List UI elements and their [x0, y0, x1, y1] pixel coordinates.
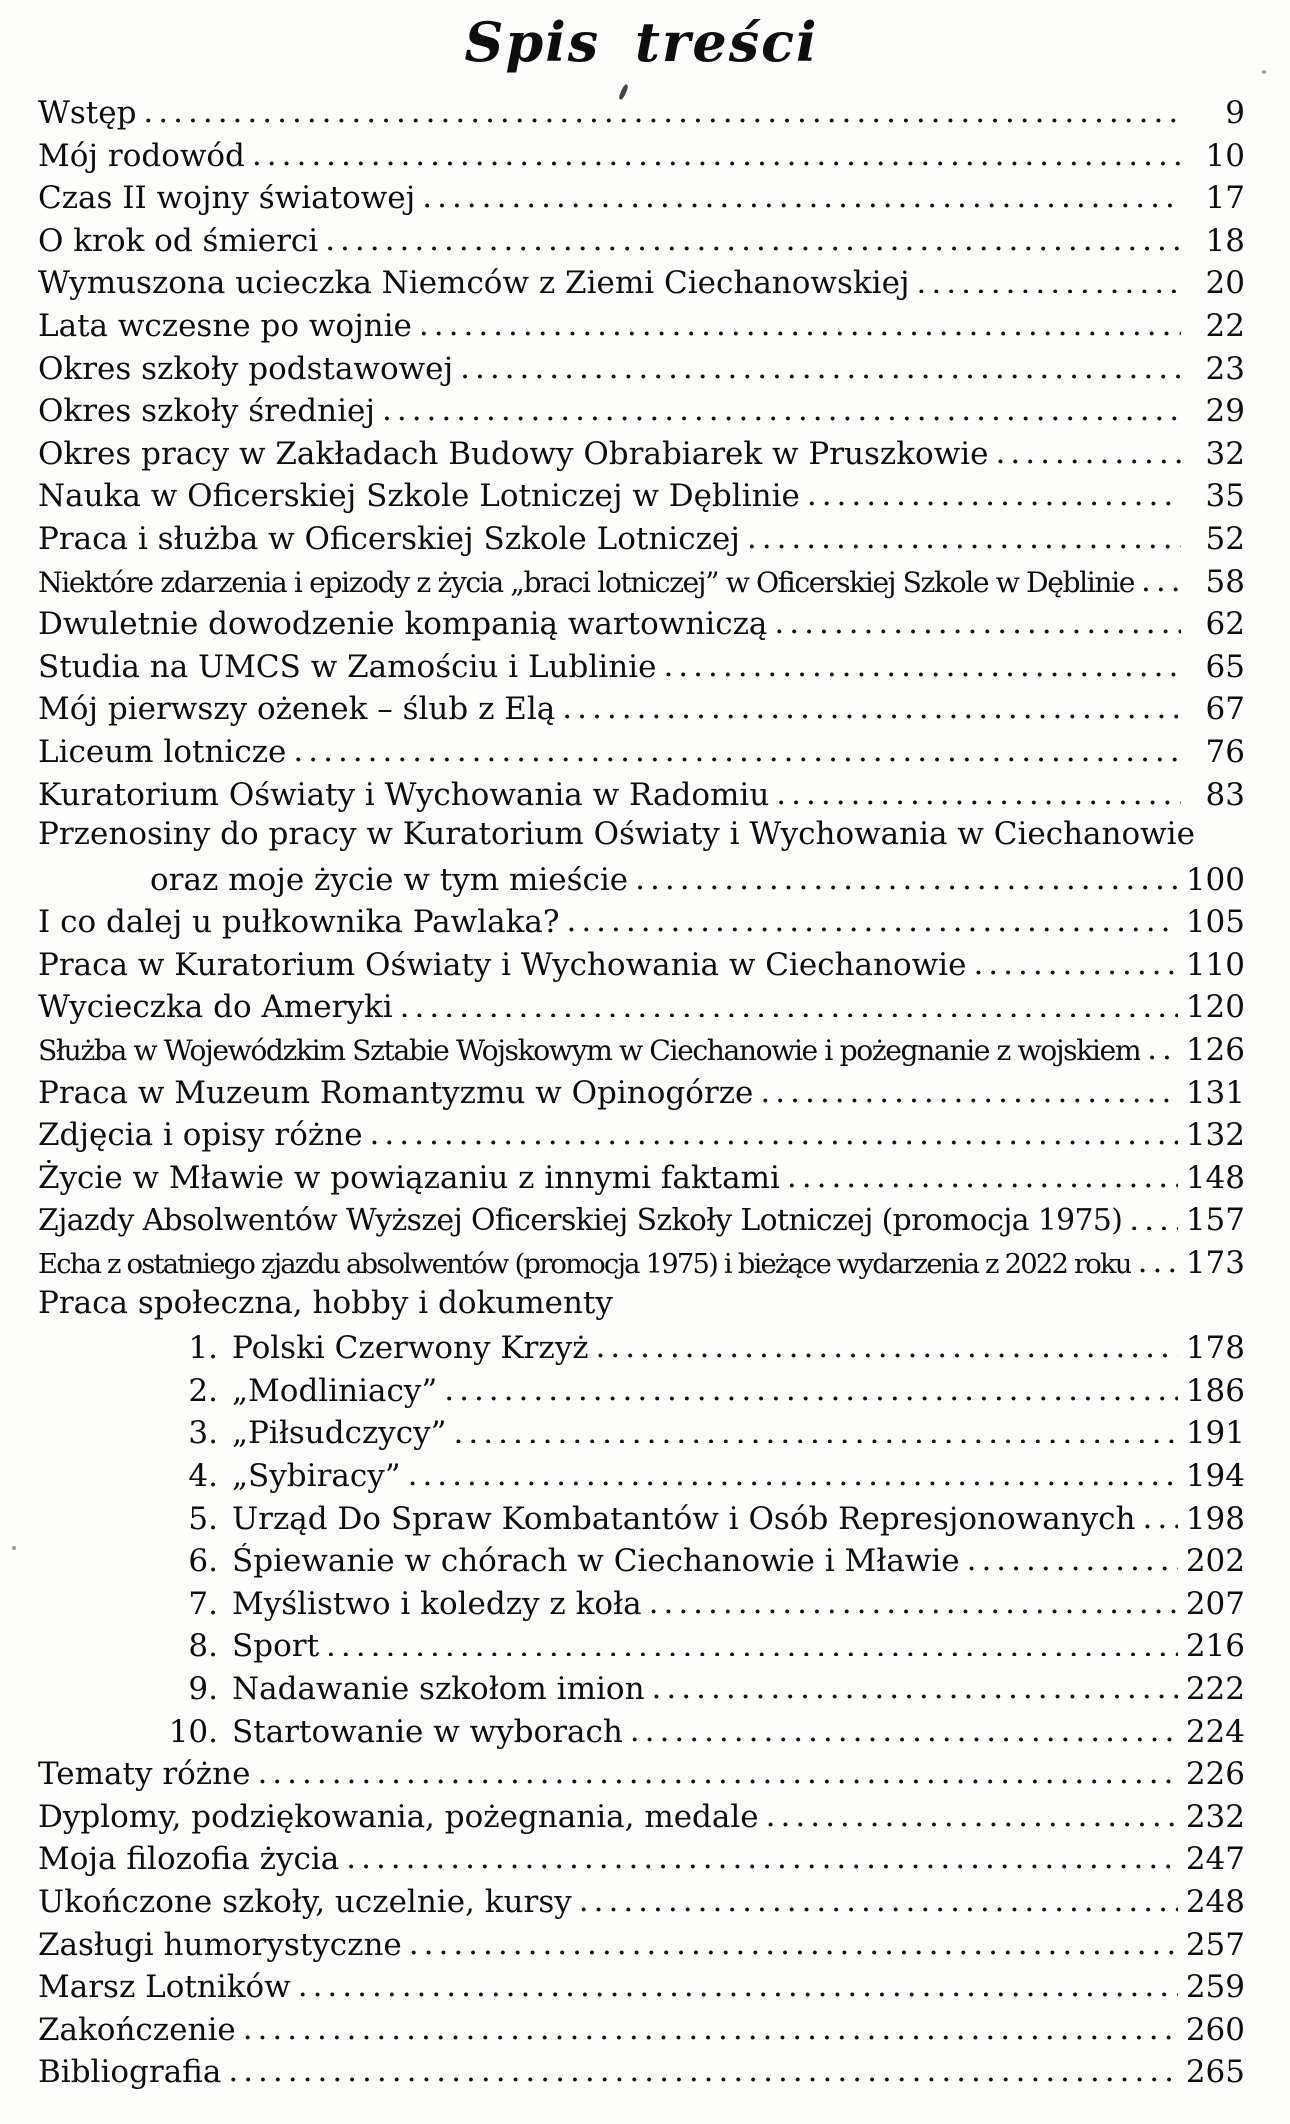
dot-leader: [1138, 1242, 1178, 1273]
toc-entry-label: Dyplomy, podziękowania, pożegnania, medale: [38, 1798, 759, 1835]
toc-entry-label: Zakończenie: [38, 2011, 236, 2048]
dot-leader: [298, 1966, 1178, 1997]
toc-entry-label: Mój pierwszy ożenek – ślub z Elą: [38, 691, 556, 728]
toc-entry-number: 7.: [188, 1585, 218, 1622]
dot-leader: [566, 901, 1177, 932]
dot-leader: [635, 859, 1178, 890]
scan-artifact: [1262, 70, 1266, 74]
dot-leader: [807, 475, 1181, 506]
toc-entry-label: Praca w Kuratorium Oświaty i Wychowania w Ciechanowie: [38, 946, 967, 983]
dot-leader: [382, 390, 1181, 421]
toc-entry-number: 10.: [168, 1713, 218, 1750]
toc-entry: [38, 901, 1245, 944]
toc-entry-label: Praca społeczna, hobby i dokumenty: [38, 1284, 613, 1321]
toc-entry-page: 20: [1205, 265, 1245, 302]
toc-entry-page: 23: [1205, 350, 1245, 387]
toc-entry-number: 3.: [188, 1415, 218, 1452]
toc-entry-page: 259: [1185, 1969, 1245, 2006]
toc-entry-label: Wycieczka do Ameryki: [38, 989, 393, 1026]
dot-leader: [370, 1114, 1178, 1145]
toc-entry: [38, 646, 1245, 689]
toc-entry: [38, 1966, 1245, 2009]
toc-entry-page: 110: [1185, 946, 1245, 983]
toc-entry: [38, 1881, 1245, 1924]
toc-list: [38, 92, 1245, 2094]
toc-entry-label: Służba w Wojewódzkim Sztabie Wojskowym w Ciechanowie i pożegnanie z wojskiem: [38, 1034, 1141, 1068]
dot-leader: [460, 348, 1181, 379]
toc-entry-page: 83: [1205, 776, 1245, 813]
toc-entry-label: Okres pracy w Zakładach Budowy Obrabiarek w Pruszkowie: [38, 435, 989, 472]
toc-entry-number: 4.: [188, 1458, 218, 1494]
toc-entry: [38, 220, 1245, 263]
toc-entry-page: 260: [1185, 2011, 1245, 2048]
dot-leader: [776, 774, 1181, 805]
toc-entry: [38, 1838, 1245, 1881]
toc-entry-page: 186: [1185, 1372, 1245, 1409]
toc-entry: [38, 262, 1245, 305]
dot-leader: [774, 603, 1181, 634]
toc-entry-page: 265: [1185, 2054, 1245, 2091]
scan-artifact: [12, 1546, 16, 1550]
toc-entry-label: Okres szkoły podstawowej: [38, 350, 454, 387]
toc-entry-page: 148: [1185, 1159, 1245, 1196]
toc-entry-label: „Piłsudczycy”: [232, 1415, 447, 1452]
toc-entry-page: 202: [1185, 1543, 1245, 1580]
dot-leader: [257, 1753, 1177, 1784]
toc-entry-label: Okres szkoły średniej: [38, 393, 375, 430]
toc-entry-label: Praca w Muzeum Romantyzmu w Opinogórze: [38, 1074, 754, 1111]
toc-entry: [38, 305, 1245, 348]
dot-leader: [562, 688, 1181, 719]
toc-entry-page: 191: [1185, 1415, 1245, 1452]
dot-leader: [346, 1838, 1178, 1869]
toc-entry: [38, 561, 1245, 604]
toc-entry-page: 10: [1205, 137, 1245, 174]
toc-entry: [38, 1114, 1245, 1157]
toc-entry: [38, 1199, 1245, 1242]
toc-entry: [38, 1029, 1245, 1072]
dot-leader: [1129, 1199, 1178, 1230]
dot-leader: [766, 1796, 1178, 1827]
dot-leader: [630, 1711, 1178, 1742]
toc-entry: [38, 603, 1245, 646]
toc-entry-number: 5.: [188, 1500, 218, 1537]
toc-entry-label: Śpiewanie w chórach w Ciechanowie i Mławie: [232, 1543, 960, 1580]
dot-leader: [408, 1455, 1178, 1486]
toc-entry: [38, 1455, 1245, 1498]
dot-leader: [787, 1157, 1178, 1188]
toc-entry-label: Nauka w Oficerskiej Szkole Lotniczej w Dęblinie: [38, 478, 800, 515]
toc-entry-label: Urząd Do Spraw Kombatantów i Osób Represjonowanych: [232, 1500, 1136, 1537]
toc-entry-page: 248: [1185, 1883, 1245, 1920]
toc-entry: [38, 1157, 1245, 1200]
toc-entry-label: Myślistwo i koledzy z koła: [232, 1585, 642, 1622]
toc-entry-page: 18: [1205, 222, 1245, 259]
toc-entry-number: 6.: [188, 1543, 218, 1580]
dot-leader: [1143, 1498, 1178, 1529]
toc-entry-page: 194: [1185, 1458, 1245, 1494]
toc-entry: [38, 774, 1245, 817]
toc-entry: [38, 433, 1245, 476]
toc-entry-label: Zjazdy Absolwentów Wyższej Oficerskiej Szkoły Lotniczej (promocja 1975): [38, 1203, 1123, 1239]
dot-leader: [967, 1540, 1178, 1571]
toc-entry-page: 257: [1185, 1926, 1245, 1963]
toc-entry: [38, 475, 1245, 518]
toc-entry-page: 216: [1185, 1628, 1245, 1665]
dot-leader: [1147, 1029, 1178, 1060]
toc-entry-label: Liceum lotnicze: [38, 733, 287, 770]
toc-entry-label: oraz moje życie w tym mieście: [150, 861, 629, 898]
toc-entry-page: 35: [1205, 478, 1245, 515]
toc-entry-page: 17: [1205, 180, 1245, 217]
toc-entry: [38, 1753, 1245, 1796]
toc-entry-label: Tematy różne: [38, 1756, 251, 1793]
toc-entry-page: 126: [1185, 1032, 1245, 1069]
toc-entry-label: Zasługi humorystyczne: [38, 1926, 402, 1963]
toc-entry: [38, 944, 1245, 987]
toc-entry-page: 65: [1205, 648, 1245, 685]
dot-leader: [747, 518, 1181, 549]
dot-leader: [996, 433, 1181, 464]
toc-entry-label: „Sybiracy”: [232, 1458, 401, 1494]
toc-entry-page: 178: [1185, 1330, 1245, 1367]
toc-entry: [38, 1924, 1245, 1967]
dot-leader: [400, 986, 1178, 1017]
toc-entry-label: Przenosiny do pracy w Kuratorium Oświaty i Wychowania w Ciechanowie: [38, 816, 1195, 853]
toc-entry: [38, 1711, 1245, 1754]
toc-entry: [38, 1072, 1245, 1115]
toc-entry-label: Wstęp: [38, 95, 137, 131]
toc-entry: [38, 518, 1245, 561]
toc-entry-label: Zdjęcia i opisy różne: [38, 1117, 363, 1154]
toc-entry-page: 76: [1205, 733, 1245, 770]
dot-leader: [760, 1072, 1177, 1103]
toc-entry-label: Bibliografia: [38, 2054, 222, 2091]
toc-entry: [38, 859, 1245, 902]
toc-entry: [38, 1498, 1245, 1541]
toc-entry: [38, 1242, 1245, 1285]
toc-entry-label: Niektóre zdarzenia i epizody z życia „braci lotniczej” w Oficerskiej Szkole w Dęblinie: [38, 565, 1134, 599]
toc-entry: [38, 1370, 1245, 1413]
toc-entry: [38, 390, 1245, 433]
toc-entry-number: 1.: [188, 1330, 218, 1367]
toc-entry-page: 9: [1225, 95, 1245, 131]
toc-entry-page: 207: [1185, 1585, 1245, 1622]
dot-leader: [228, 2051, 1177, 2082]
dot-leader: [143, 92, 1181, 123]
toc-entry-page: 67: [1205, 691, 1245, 728]
toc-entry-number: 8.: [188, 1628, 218, 1665]
dot-leader: [917, 262, 1181, 293]
toc-entry: [38, 688, 1245, 731]
dot-leader: [652, 1668, 1178, 1699]
toc-entry: [38, 1327, 1245, 1370]
toc-entry-label: „Modliniacy”: [232, 1372, 438, 1409]
dot-leader: [325, 220, 1181, 251]
toc-entry-page: 132: [1185, 1117, 1245, 1154]
dot-leader: [1141, 561, 1181, 592]
dot-leader: [293, 731, 1181, 762]
toc-entry-page: 226: [1185, 1756, 1245, 1793]
toc-entry: [38, 177, 1245, 220]
toc-entry-page: 222: [1185, 1670, 1245, 1707]
toc-entry-label: Marsz Lotników: [38, 1969, 291, 2006]
toc-entry-page: 157: [1185, 1202, 1245, 1239]
dot-leader: [454, 1412, 1178, 1443]
toc-entry: [38, 1668, 1245, 1711]
toc-entry-page: 105: [1185, 904, 1245, 941]
toc-entry: [38, 1540, 1245, 1583]
dot-leader: [419, 305, 1181, 336]
toc-entry: [38, 1583, 1245, 1626]
toc-entry: [38, 1285, 1245, 1328]
toc-entry: [38, 2051, 1245, 2094]
toc-entry-page: 29: [1205, 393, 1245, 430]
toc-entry-page: 198: [1185, 1500, 1245, 1537]
dot-leader: [444, 1370, 1178, 1401]
toc-entry-number: 9.: [188, 1670, 218, 1707]
toc-entry: [38, 348, 1245, 391]
toc-entry-label: Mój rodowód: [38, 137, 245, 174]
toc-entry: [38, 1625, 1245, 1668]
toc-entry-label: Praca i służba w Oficerskiej Szkole Lotniczej: [38, 520, 740, 557]
toc-entry-page: 120: [1185, 989, 1245, 1026]
toc-entry-label: Kuratorium Oświaty i Wychowania w Radomiu: [38, 776, 770, 813]
toc-entry-label: Nadawanie szkołom imion: [232, 1670, 645, 1707]
page-title: Spis treści: [464, 10, 819, 74]
toc-entry: [38, 1796, 1245, 1839]
toc-entry-page: 232: [1185, 1798, 1245, 1835]
toc-entry-page: 58: [1205, 563, 1245, 600]
toc-entry-label: Echa z ostatniego zjazdu absolwentów (promocja 1975) i bieżące wydarzenia z 2022 roku: [38, 1249, 1131, 1281]
toc-entry-page: 22: [1205, 307, 1245, 344]
toc-entry: [38, 2009, 1245, 2052]
dot-leader: [649, 1583, 1178, 1614]
toc-entry-label: Studia na UMCS w Zamościu i Lublinie: [38, 648, 657, 685]
dot-leader: [252, 135, 1181, 166]
toc-entry-page: 32: [1205, 435, 1245, 472]
toc-entry-label: Moja filozofia życia: [38, 1841, 340, 1878]
toc-entry-label: Wymuszona ucieczka Niemców z Ziemi Ciechanowskiej: [38, 265, 910, 302]
dot-leader: [973, 944, 1177, 975]
toc-entry-label: Startowanie w wyborach: [232, 1713, 623, 1750]
dot-leader: [579, 1881, 1178, 1912]
dot-leader: [596, 1327, 1178, 1358]
toc-entry: [38, 135, 1245, 178]
toc-entry-label: O krok od śmierci: [38, 222, 319, 259]
toc-entry-label: Życie w Mławie w powiązaniu z innymi faktami: [38, 1159, 780, 1196]
toc-entry: [38, 1412, 1245, 1455]
toc-entry-label: I co dalej u pułkownika Pawlaka?: [38, 904, 560, 941]
dot-leader: [243, 2009, 1178, 2040]
dot-leader: [422, 177, 1181, 208]
toc-entry-page: 173: [1185, 1245, 1245, 1282]
toc-entry-page: 100: [1185, 861, 1245, 898]
toc-entry-label: Dwuletnie dowodzenie kompanią wartowniczą: [38, 606, 768, 643]
toc-entry: [38, 816, 1245, 859]
toc-entry: [38, 92, 1245, 135]
dot-leader: [326, 1625, 1178, 1656]
toc-entry-page: 52: [1205, 520, 1245, 557]
toc-entry-label: Polski Czerwony Krzyż: [232, 1330, 589, 1367]
toc-entry-number: 2.: [188, 1372, 218, 1409]
toc-entry-label: Lata wczesne po wojnie: [38, 307, 412, 344]
toc-entry: [38, 986, 1245, 1029]
dot-leader: [663, 646, 1181, 677]
toc-entry-label: Czas II wojny światowej: [38, 180, 416, 217]
dot-leader: [409, 1924, 1178, 1955]
toc-entry-label: Sport: [232, 1628, 320, 1665]
toc-entry-page: 131: [1185, 1074, 1245, 1111]
toc-entry-label: Ukończone szkoły, uczelnie, kursy: [38, 1883, 572, 1920]
toc-entry: [38, 731, 1245, 774]
toc-entry-page: 224: [1185, 1713, 1245, 1750]
toc-entry-page: 62: [1205, 606, 1245, 643]
toc-entry-page: 247: [1185, 1841, 1245, 1878]
